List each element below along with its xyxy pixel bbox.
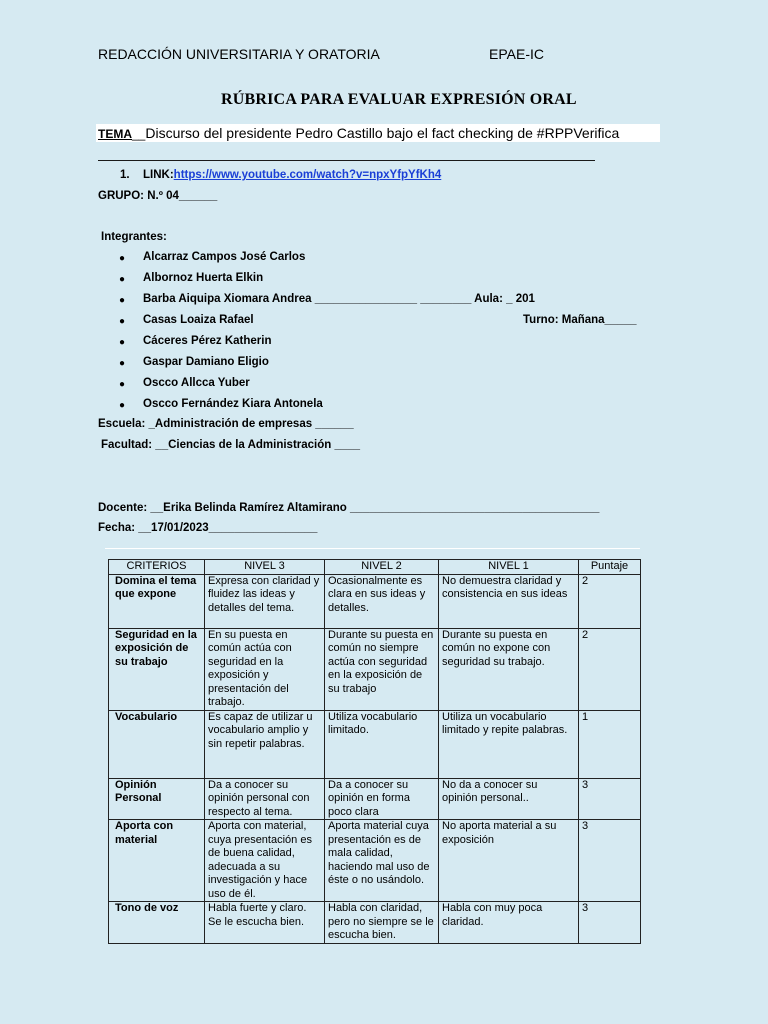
column-header-nivel-2: NIVEL 2 — [325, 560, 439, 575]
table-row — [109, 574, 641, 628]
table-row — [109, 902, 641, 944]
course-name: REDACCIÓN UNIVERSITARIA Y ORATORIA — [98, 46, 380, 62]
column-header-criterios: CRITERIOS — [109, 560, 205, 575]
bullet-icon: ● — [119, 400, 126, 411]
bullet-icon: ● — [119, 253, 126, 264]
document-title: RÚBRICA PARA EVALUAR EXPRESIÓN ORAL — [221, 91, 577, 108]
column-header-nivel-1: NIVEL 1 — [439, 560, 579, 575]
nivel-2-cell: Durante su puesta en común no siempre actúa con seguridad en la exposición de su trabajo — [325, 628, 439, 710]
nivel-3-cell: Es capaz de utilizar u vocabulario amplio y sin repetir palabras. — [205, 710, 325, 778]
list-item: Casas Loaiza Rafael — [143, 314, 254, 326]
nivel-3-cell: Expresa con claridad y fluidez las ideas y detalles del tema. — [205, 574, 325, 628]
nivel-3-cell: En su puesta en común actúa con seguridad en la exposición y presentación del trabajo. — [205, 628, 325, 710]
puntaje-cell: 3 — [579, 820, 641, 902]
nivel-2-cell: Ocasionalmente es clara en sus ideas y detalles. — [325, 574, 439, 628]
criterio-cell: Tono de voz — [109, 902, 205, 944]
nivel-2-cell: Aporta material cuya presentación es de mala calidad, haciendo mal uso de éste o no usándolo. — [325, 820, 439, 902]
bullet-icon: ● — [119, 337, 126, 348]
bullet-icon: ● — [119, 274, 126, 285]
list-item: Alcarraz Campos José Carlos — [143, 251, 306, 263]
puntaje-cell: 2 — [579, 628, 641, 710]
video-link[interactable]: https://www.youtube.com/watch?v=npxYfpYfKh4 — [173, 169, 442, 181]
separator-line — [105, 548, 640, 549]
escuela: Escuela: _Administración de empresas ______ — [98, 418, 354, 430]
table-row — [109, 710, 641, 778]
list-item: Barba Aiquipa Xiomara Andrea ________________ ________ Aula: _ 201 — [143, 293, 535, 305]
list-item: Oscco Allcca Yuber — [143, 377, 250, 389]
table-row — [109, 778, 641, 820]
tema-line — [98, 125, 619, 141]
column-header-nivel-3: NIVEL 3 — [205, 560, 325, 575]
bullet-icon: ● — [119, 316, 126, 327]
column-header-puntaje: Puntaje — [579, 560, 641, 575]
nivel-2-cell: Habla con claridad, pero no siempre se le escucha bien. — [325, 902, 439, 944]
bullet-icon: ● — [119, 295, 126, 306]
tema-separator: __ — [132, 127, 146, 141]
bullet-icon: ● — [119, 358, 126, 369]
nivel-3-cell: Da a conocer su opinión personal con respecto al tema. — [205, 778, 325, 820]
tema-label: TEMA — [98, 127, 132, 141]
criterio-cell: Opinión Personal — [109, 778, 205, 820]
nivel-1-cell: Habla con muy poca claridad. — [439, 902, 579, 944]
nivel-1-cell: No aporta material a su exposición — [439, 820, 579, 902]
puntaje-cell: 3 — [579, 778, 641, 820]
nivel-1-cell: Durante su puesta en común no expone con seguridad su trabajo. — [439, 628, 579, 710]
table-row — [109, 628, 641, 710]
bullet-icon: ● — [119, 379, 126, 390]
tema-text: Discurso del presidente Pedro Castillo bajo el fact checking de #RPPVerifica — [145, 125, 620, 141]
docente: Docente: __Erika Belinda Ramírez Altamirano _______________________________________ — [98, 502, 600, 514]
nivel-3-cell: Habla fuerte y claro. Se le escucha bien. — [205, 902, 325, 944]
criterio-cell: Seguridad en la exposición de su trabajo — [109, 628, 205, 710]
list-item: Oscco Fernández Kiara Antonela — [143, 398, 323, 410]
nivel-1-cell: No demuestra claridad y consistencia en sus ideas — [439, 574, 579, 628]
puntaje-cell: 1 — [579, 710, 641, 778]
grupo: GRUPO: N.º 04______ — [98, 190, 218, 202]
nivel-3-cell: Aporta con material, cuya presentación es de buena calidad, adecuada a su investigación y hace uso de él. — [205, 820, 325, 902]
criterio-cell: Domina el tema que expone — [109, 574, 205, 628]
criterio-cell: Aporta con material — [109, 820, 205, 902]
puntaje-cell: 2 — [579, 574, 641, 628]
turno: Turno: Mañana_____ — [523, 314, 637, 326]
list-item: Cáceres Pérez Katherin — [143, 335, 272, 347]
table-header-row — [109, 560, 641, 575]
facultad: Facultad: __Ciencias de la Administración ____ — [101, 439, 361, 451]
list-item: Albornoz Huerta Elkin — [143, 272, 264, 284]
nivel-2-cell: Utiliza vocabulario limitado. — [325, 710, 439, 778]
fecha: Fecha: __17/01/2023_________________ — [98, 522, 318, 534]
rubric-table — [108, 559, 641, 944]
course-code: EPAE-IC — [489, 46, 544, 62]
integrantes-label: Integrantes: — [101, 231, 167, 243]
list-item: Gaspar Damiano Eligio — [143, 356, 269, 368]
table-row — [109, 820, 641, 902]
link-line — [143, 169, 441, 181]
link-label: LINK: — [143, 169, 174, 181]
nivel-2-cell: Da a conocer su opinión en forma poco clara — [325, 778, 439, 820]
tema-underline — [98, 160, 595, 161]
nivel-1-cell: Utiliza un vocabulario limitado y repite palabras. — [439, 710, 579, 778]
link-number: 1. — [120, 169, 130, 181]
criterio-cell: Vocabulario — [109, 710, 205, 778]
puntaje-cell: 3 — [579, 902, 641, 944]
nivel-1-cell: No da a conocer su opinión personal.. — [439, 778, 579, 820]
